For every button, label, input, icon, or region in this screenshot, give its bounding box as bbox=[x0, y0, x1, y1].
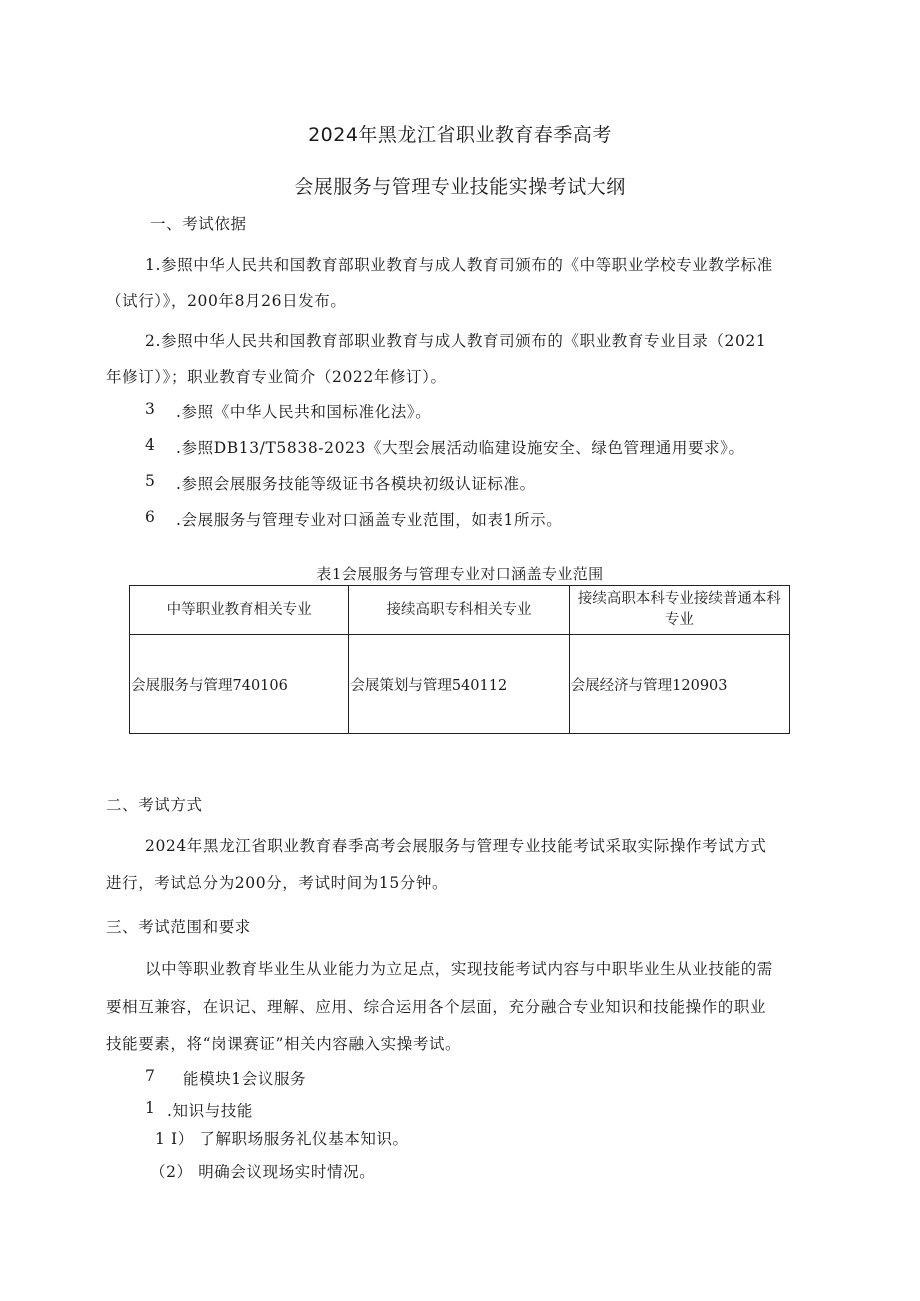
table-header-undergraduate bbox=[569, 586, 789, 635]
table-cell-vocational-college: 会展策划与管理540112 bbox=[349, 635, 569, 734]
section3-para-line3: 技能要素，将“岗课赛证”相关内容融入实操考试。 bbox=[106, 1035, 462, 1053]
section1-item3-number: 3 bbox=[145, 400, 156, 418]
subsection-title: .知识与技能 bbox=[167, 1102, 254, 1120]
section2-para-line1: 2024年黑龙江省职业教育春季高考会展服务与管理专业技能考试采取实际操作考试方式 bbox=[145, 837, 767, 855]
section3-para-line1: 以中等职业教育毕业生从业能力为立足点，实现技能考试内容与中职毕业生从业技能的需 bbox=[145, 960, 773, 978]
major-range-table bbox=[129, 585, 790, 734]
section1-item5-text: .参照会展服务技能等级证书各模块初级认证标准。 bbox=[176, 475, 536, 493]
section3-heading: 三、考试范围和要求 bbox=[106, 918, 251, 936]
subsection-number: 1 bbox=[145, 1099, 156, 1117]
section1-item6-text: .会展服务与管理专业对口涵盖专业范围，如表1所示。 bbox=[176, 511, 563, 529]
table-caption: 表1会展服务与管理专业对口涵盖专业范围 bbox=[316, 565, 604, 583]
table-header-undergraduate-line1: 接续高职本科专业接续普通本科 bbox=[577, 591, 781, 607]
document-title-line1: 2024年黑龙江省职业教育春季高考 bbox=[308, 124, 612, 146]
table-header-vocational-college: 接续高职专科相关专业 bbox=[349, 586, 569, 635]
section1-item4-text: .参照DB13/T5838-2023《大型会展活动临建设施安全、绿色管理通用要求》。 bbox=[176, 439, 745, 457]
table-cell-undergraduate: 会展经济与管理120903 bbox=[569, 635, 789, 734]
point-2: （2） 明确会议现场实时情况。 bbox=[150, 1163, 376, 1181]
section1-item3-text: .参照《中华人民共和国标准化法》。 bbox=[176, 403, 432, 421]
table-cell-secondary: 会展服务与管理740106 bbox=[130, 635, 349, 734]
section1-item1-line1: 1.参照中华人民共和国教育部职业教育与成人教育司颁布的《中等职业学校专业教学标准 bbox=[145, 256, 773, 274]
table-header-undergraduate-line2: 专业 bbox=[664, 612, 694, 628]
section2-para-line2: 进行，考试总分为200分，考试时间为15分钟。 bbox=[106, 874, 449, 892]
table-row bbox=[130, 635, 790, 734]
table-header-secondary: 中等职业教育相关专业 bbox=[130, 586, 349, 635]
point-1: 1 I） 了解职场服务礼仪基本知识。 bbox=[155, 1130, 409, 1148]
module-title: 能模块1会议服务 bbox=[183, 1070, 307, 1088]
section2-heading: 二、考试方式 bbox=[106, 796, 203, 814]
section1-heading: 一、考试依据 bbox=[150, 215, 247, 233]
section1-item6-number: 6 bbox=[145, 508, 156, 526]
section1-item5-number: 5 bbox=[145, 472, 156, 490]
module-number: 7 bbox=[145, 1067, 156, 1085]
section1-item4-number: 4 bbox=[145, 436, 156, 454]
section3-para-line2: 要相互兼容，在识记、理解、应用、综合运用各个层面，充分融合专业知识和技能操作的职业 bbox=[106, 998, 767, 1016]
section1-item1-line2: （试行）》，200年8月26日发布。 bbox=[106, 292, 347, 310]
section1-item2-line1: 2.参照中华人民共和国教育部职业教育与成人教育司颁布的《职业教育专业目录（2021 bbox=[145, 332, 767, 350]
document-title-line2: 会展服务与管理专业技能实操考试大纲 bbox=[294, 176, 626, 198]
table-header-row bbox=[130, 586, 790, 635]
section1-item2-line2: 年修订）》；职业教育专业简介（2022年修订）。 bbox=[106, 368, 447, 386]
